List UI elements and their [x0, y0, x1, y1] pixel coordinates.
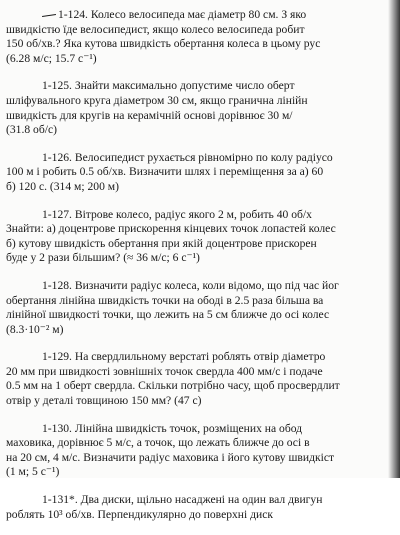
problem-1-125	[6, 79, 400, 137]
problem-answer: (31.8 об/с)	[6, 123, 57, 137]
problem-line: лінійної швидкості точки, що лежить на 5 см ближче до осі колес	[6, 308, 330, 322]
problem-1-127	[6, 208, 400, 266]
problem-line: обертання лінійна швидкість точки на ободі в 2.5 раза більша ва	[6, 293, 324, 307]
problem-answer: б) 120 с. (314 м; 200 м)	[6, 179, 119, 193]
page-edge-shadow	[388, 0, 400, 478]
problem-line: 1-127. Вітрове колесо, радіус якого 2 м, робить 40 об/х	[42, 207, 312, 221]
problem-line: 1-130. Лінійна швидкість точок, розміщених на обод	[42, 421, 303, 435]
problem-line: 0.5 мм на 1 оберт свердла. Скільки потрібно часу, щоб просвердлит	[6, 379, 340, 393]
problem-line: 1-128. Визначити радіус колеса, коли відомо, що під час йог	[42, 278, 339, 292]
problem-line: 1-129. На свердлильному верстаті роблять отвір діаметро	[42, 350, 326, 364]
problem-answer: отвір у деталі товщиною 150 мм? (47 с)	[6, 394, 202, 408]
problem-line: швидкість для кругів на керамічній основі дорівнює 30 м/	[6, 108, 293, 122]
problem-line: 1-131*. Два диски, щільно насаджені на один вал двигун	[42, 493, 323, 507]
problem-1-130	[6, 422, 400, 480]
problem-line: 20 мм при швидкості зовнішніх точок свердла 400 мм/с і подаче	[6, 364, 323, 378]
problem-line: на 20 см, 4 м/с. Визначити радіус маховика і його кутову швидкіст	[6, 450, 335, 464]
problem-list	[6, 8, 400, 535]
problem-line: 100 м і робить 0.5 об/хв. Визначити шлях і переміщення за а) 60	[6, 165, 324, 179]
problem-line: маховика, дорівнює 5 м/с, а точок, що лежать ближче до осі в	[6, 436, 310, 450]
problem-line: швидкістю їде велосипедист, якщо колесо велосипеда робит	[6, 22, 305, 36]
problem-line: роблять 10³ об/хв. Перпендикулярно до поверхні диск	[6, 507, 274, 521]
problem-1-124	[6, 8, 400, 66]
problem-line: 1-126. Велосипедист рухається рівномірно по колу радіусо	[42, 150, 333, 164]
pen-mark	[42, 14, 56, 17]
problem-1-131	[6, 493, 400, 522]
problem-1-129	[6, 350, 400, 408]
problem-answer: (6.28 м/с; 15.7 с⁻¹)	[6, 51, 97, 65]
problem-line: б) кутову швидкість обертання при якій доцентрове прискорен	[6, 236, 317, 250]
problem-line: 1-125. Знайти максимально допустиме число оберт	[42, 79, 295, 93]
problem-line: 1-124. Колесо велосипеда має діаметр 80 см. З яко	[6, 8, 400, 23]
problem-answer: (8.3·10⁻² м)	[6, 322, 64, 336]
problem-line: шліфувального круга діаметром 30 см, якщо гранична лінійн	[6, 93, 308, 107]
problem-answer: (1 м; 5 с⁻¹)	[6, 465, 60, 479]
problem-1-128	[6, 279, 400, 337]
problem-answer: буде у 2 рази більшим? (≈ 36 м/с; 6 с⁻¹)	[6, 251, 200, 265]
problem-line: Знайти: а) доцентрове прискорення кінцевих точок лопастей колес	[6, 222, 336, 236]
problem-line: 150 об/хв.? Яка кутова швидкість обертання колеса в цьому рус	[6, 37, 321, 51]
problem-1-126	[6, 151, 400, 195]
